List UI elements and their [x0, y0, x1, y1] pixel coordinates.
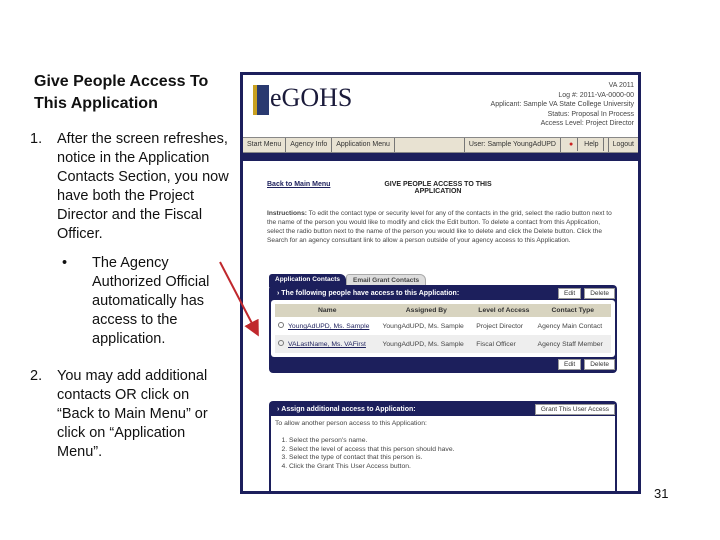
contact-name-link[interactable]: YoungAdUPD, Ms. Sample: [288, 323, 370, 330]
item-text: After the screen refreshes, notice in the Application Contacts Section, you now have both the Project Director and the Fiscal Officer.: [57, 131, 229, 242]
help-label: Help: [580, 138, 603, 151]
instructions-text: To edit the contact type or security level for any of the contacts in the grid, select the radio button next to the name of the person you would like to modify and click the Edit button. To delete a contact from this Application, select the radio button next to the name of the person you would like to delete and click the Delete button. Click the Search for an agency consultant link to allow a person outside of your agency access to this Application.: [267, 210, 612, 244]
info-line: Status: Proposal In Process: [547, 110, 634, 118]
chevron-icon: ›: [277, 290, 282, 297]
bullet-icon: •: [62, 255, 68, 271]
tab-application-contacts[interactable]: Application Contacts: [269, 274, 346, 287]
panel-header: The following people have access to this Application:: [281, 290, 460, 297]
edit-button[interactable]: Edit: [558, 359, 581, 370]
instructions-label: Instructions:: [267, 210, 307, 217]
info-line: Log #: 2011-VA-0000-00: [558, 91, 634, 99]
column-header: Level of Access: [473, 304, 534, 317]
column-header: Contact Type: [535, 304, 611, 317]
cell: Agency Main Contact: [537, 322, 603, 330]
info-line: Applicant: Sample VA State College University: [490, 101, 634, 108]
user-label: User: Sample YoungAdUPD: [464, 138, 561, 152]
page-title: GIVE PEOPLE ACCESS TO THIS APPLICATION: [384, 181, 492, 195]
cell: Project Director: [476, 322, 524, 330]
nav-agency-info[interactable]: Agency Info: [286, 138, 332, 152]
delete-button[interactable]: Delete: [584, 288, 615, 299]
cell: YoungAdUPD, Ms. Sample: [379, 335, 473, 353]
nav-application-menu[interactable]: Application Menu: [332, 138, 395, 152]
logo-text: eGOHS: [270, 83, 353, 112]
help-icon: ●: [565, 138, 578, 151]
column-header: Assigned By: [379, 304, 473, 317]
item-number: 2.: [30, 368, 43, 384]
edit-button[interactable]: Edit: [558, 288, 581, 299]
cell: Agency Staff Member: [535, 335, 611, 353]
delete-button[interactable]: Delete: [584, 359, 615, 370]
column-header: Name: [275, 304, 379, 317]
cell: YoungAdUPD, Ms. Sample: [382, 322, 464, 330]
grant-access-button[interactable]: Grant This User Access: [535, 404, 615, 415]
back-to-main-menu-link[interactable]: Back to Main Menu: [267, 181, 331, 188]
info-line: VA 2011: [608, 82, 634, 89]
tab-email-grant-contacts[interactable]: Email Grant Contacts: [346, 274, 426, 287]
contact-name-link[interactable]: VALastName, Ms. VAFirst: [288, 341, 366, 348]
panel-header: Assign additional access to Application:: [281, 406, 416, 413]
slide-title: Give People Access To This Application: [34, 73, 209, 112]
step: 4. Click the Grant This User Access button.: [289, 463, 611, 472]
nav-logout[interactable]: Logout: [612, 141, 634, 148]
page-number: 31: [654, 486, 669, 501]
item-text: You may add additional contacts OR click on “Back to Main Menu” or click on “Application Menu”.: [57, 368, 208, 460]
chevron-icon: ›: [277, 406, 282, 413]
bullet-text: The Agency Authorized Official automatically has access to the application.: [92, 255, 210, 347]
assign-intro: To allow another person access to this Application:: [275, 420, 427, 427]
step: 2. Select the level of access that this person should have.: [289, 446, 611, 455]
cell: Fiscal Officer: [473, 335, 534, 353]
nav-start-menu[interactable]: Start Menu: [243, 138, 286, 152]
step: 3. Select the type of contact that this person is.: [289, 454, 611, 463]
step: 1. Select the person's name.: [289, 437, 611, 446]
info-line: Access Level: Project Director: [540, 120, 634, 127]
item-number: 1.: [30, 131, 43, 147]
